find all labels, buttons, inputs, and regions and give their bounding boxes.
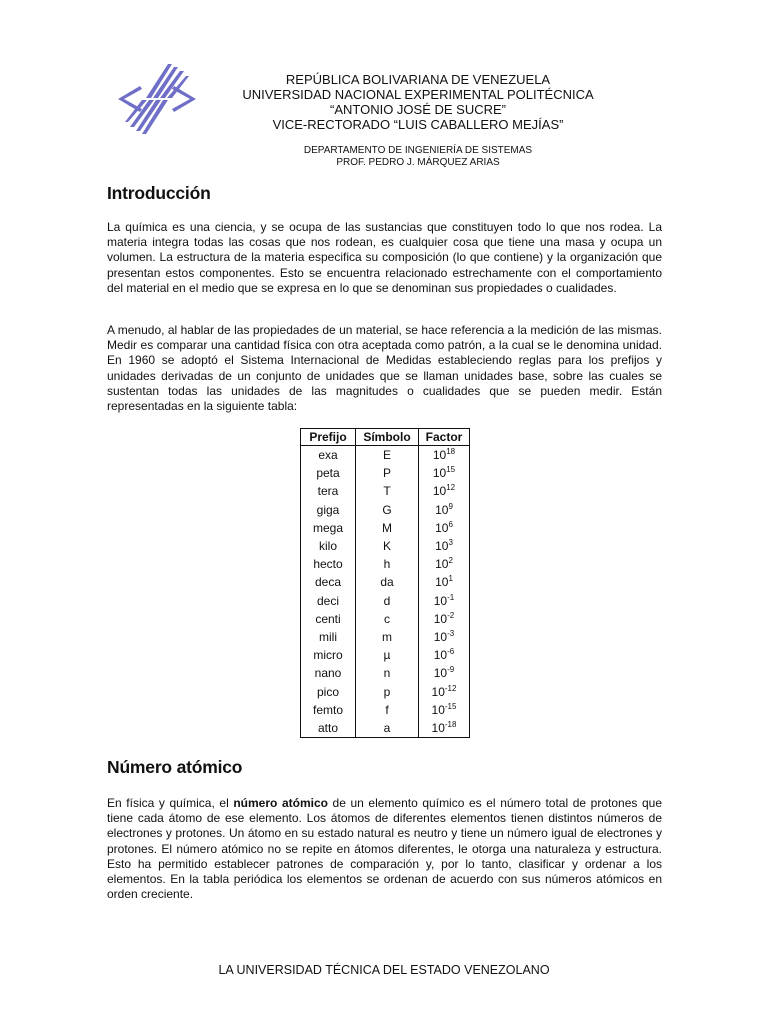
factor-base: 10 [433,611,448,626]
factor-base: 10 [435,539,449,554]
factor-cell [419,482,470,500]
factor-cell [419,646,470,664]
bold-term: número atómico [233,796,328,810]
column-header-symbol: Símbolo [356,429,419,446]
institution-line: “ANTONIO JOSÉ DE SUCRE” [329,102,506,117]
page-footer: LA UNIVERSIDAD TÉCNICA DEL ESTADO VENEZOLANO [218,963,550,977]
prefix-cell: kilo [301,537,356,555]
factor-exponent: -6 [447,647,455,657]
factor-exponent: 9 [448,501,453,511]
factor-base: 10 [431,684,445,699]
factor-cell [419,555,470,573]
prefix-cell: peta [301,464,356,482]
symbol-cell: c [356,610,419,628]
factor-base: 10 [433,629,448,644]
symbol-cell: P [356,464,419,482]
symbol-cell: E [356,446,419,465]
factor-cell [419,537,470,555]
prefix-cell: atto [301,719,356,738]
prefix-cell: hecto [301,555,356,573]
symbol-cell: m [356,628,419,646]
symbol-cell: M [356,519,419,537]
prefix-cell: tera [301,482,356,500]
prefix-cell: mili [301,628,356,646]
factor-cell [419,701,470,719]
factor-exponent: 12 [446,483,456,493]
factor-base: 10 [433,593,448,608]
paragraph-text: de un elemento químico es el número total de protones que tiene cada átomo de ese elemento. Los átomos de diferentes elementos tienen distintos números de electrones y protones. Un átomo en su estado natural es neutro y tiene un número igual de electrones y protones. El número atómico no se repite en átomos diferentes, le otorga una naturaleza y estructura. Esto ha permitido establecer patrones de comparación y, por lo tanto, clasificar y ordenar a los elementos. En la tabla periódica los elementos se ordenan de acuerdo con sus números atómicos en orden creciente. [107,796,662,902]
factor-exponent: -9 [447,665,455,675]
factor-exponent: 1 [448,574,453,584]
symbol-cell: T [356,482,419,500]
table-row [301,701,470,719]
prefix-cell: deca [301,573,356,591]
prefix-cell: micro [301,646,356,664]
intro-paragraph-1: La química es una ciencia, y se ocupa de las sustancias que constituyen todo lo que nos rodea. La materia integra todas las cosas que nos rodean, es cualquier cosa que tiene una masa y ocupa un volumen. La estructura de la materia especifica su composición (lo que contiene) y la organización que presentan estos componentes. Esto se encuentra relacionado estrechamente con el comportamiento del material en el medio que se expresa en lo que se denominan sus propiedades o cualidades. [107,220,662,295]
factor-exponent: 15 [446,465,456,475]
factor-base: 10 [432,448,447,463]
factor-cell [419,719,470,738]
table-row [301,592,470,610]
factor-base: 10 [433,666,448,681]
prefix-cell: pico [301,682,356,700]
prefix-cell: deci [301,592,356,610]
symbol-cell: n [356,664,419,682]
factor-exponent: 18 [446,447,456,457]
department-header [230,145,606,169]
institution-line: VICE-RECTORADO “LUIS CABALLERO MEJÍAS” [272,117,564,132]
factor-exponent: -18 [444,719,457,729]
factor-base: 10 [435,502,449,517]
column-header-factor: Factor [419,429,470,446]
factor-cell [419,682,470,700]
symbol-cell: K [356,537,419,555]
table-header-row [301,429,470,446]
factor-base: 10 [431,702,445,717]
paragraph-text: En física y química, el [107,796,234,810]
si-prefix-table [300,428,470,738]
factor-cell [419,519,470,537]
prefix-cell: centi [301,610,356,628]
prefix-cell: exa [301,446,356,465]
institution-header [230,72,606,132]
prefix-cell: femto [301,701,356,719]
symbol-cell: f [356,701,419,719]
factor-cell [419,573,470,591]
column-header-prefix: Prefijo [301,429,356,446]
table-row [301,537,470,555]
table-row [301,519,470,537]
factor-exponent: 3 [448,538,453,548]
symbol-cell: µ [356,646,419,664]
department-line: DEPARTAMENTO DE INGENIERÍA DE SISTEMAS [303,145,533,156]
factor-exponent: -12 [444,683,457,693]
atomic-number-heading: Número atómico [107,757,243,777]
factor-exponent: 2 [448,556,453,566]
factor-base: 10 [432,484,447,499]
table-row [301,628,470,646]
table-row [301,682,470,700]
symbol-cell: p [356,682,419,700]
prefix-cell: mega [301,519,356,537]
factor-cell [419,628,470,646]
factor-base: 10 [431,720,445,735]
factor-exponent: 6 [448,519,453,529]
table-row [301,555,470,573]
factor-cell [419,664,470,682]
factor-base: 10 [435,557,449,572]
factor-base: 10 [435,575,449,590]
table-row [301,573,470,591]
factor-cell [419,446,470,465]
table-row [301,446,470,465]
prefix-cell: nano [301,664,356,682]
logo-stroke [172,86,196,112]
factor-exponent: -1 [447,592,455,602]
table-row [301,719,470,738]
table-row [301,664,470,682]
symbol-cell: G [356,501,419,519]
atomic-number-paragraph [107,796,662,902]
symbol-cell: da [356,573,419,591]
intro-heading: Introducción [107,183,211,203]
table-row [301,464,470,482]
factor-exponent: -2 [447,610,455,620]
factor-base: 10 [433,648,448,663]
logo-stroke [118,86,142,112]
factor-cell [419,501,470,519]
factor-cell [419,592,470,610]
table-row [301,482,470,500]
university-logo [116,62,198,136]
table-row [301,610,470,628]
symbol-cell: h [356,555,419,573]
institution-line: REPÚBLICA BOLIVARIANA DE VENEZUELA [285,72,551,87]
symbol-cell: d [356,592,419,610]
intro-paragraph-2: A menudo, al hablar de las propiedades de un material, se hace referencia a la medición de las mismas. Medir es comparar una cantidad física con otra aceptada como patrón, a la cual se le denomina unidad. En 1960 se adoptó el Sistema Internacional de Medidas estableciendo reglas para los prefijos y unidades derivadas de un conjunto de unidades que se llaman unidades base, sobre las cuales se sustentan todas las unidades de las magnitudes o cualidades que se pueden medir. Están representadas en la siguiente tabla: [107,323,662,414]
factor-exponent: -15 [444,701,457,711]
professor-line: PROF. PEDRO J. MÁRQUEZ ARIAS [336,157,500,168]
table-row [301,501,470,519]
factor-cell [419,464,470,482]
institution-line: UNIVERSIDAD NACIONAL EXPERIMENTAL POLITÉCNICA [242,87,594,102]
symbol-cell: a [356,719,419,738]
table-row [301,646,470,664]
factor-base: 10 [435,520,449,535]
factor-cell [419,610,470,628]
factor-base: 10 [432,466,447,481]
prefix-cell: giga [301,501,356,519]
factor-exponent: -3 [447,628,455,638]
